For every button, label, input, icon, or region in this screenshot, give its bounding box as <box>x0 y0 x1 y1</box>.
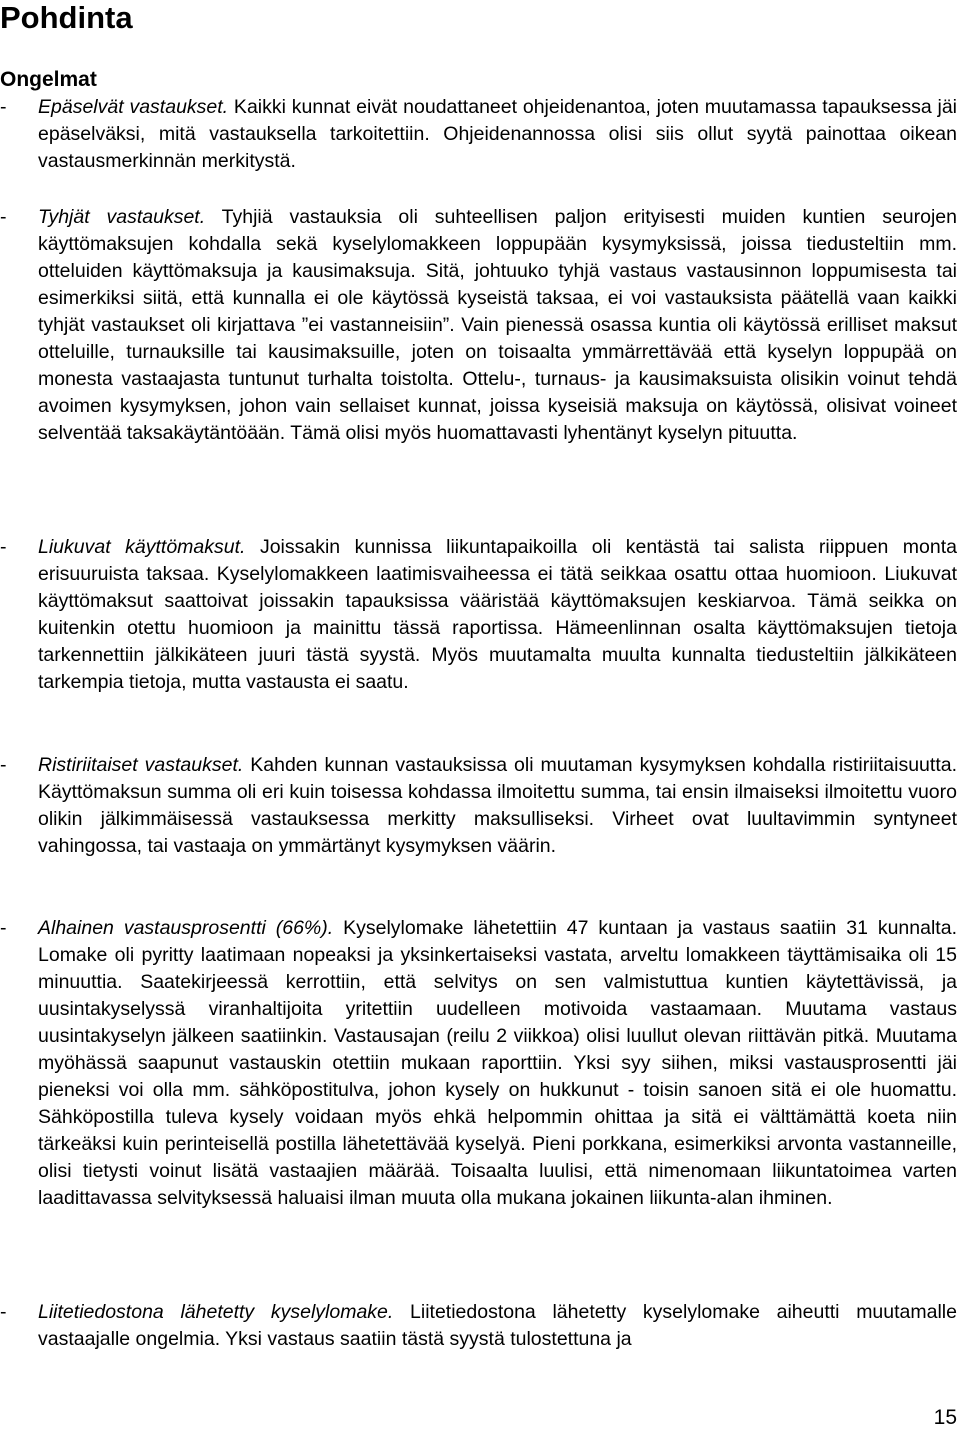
list-dash: - <box>0 206 7 228</box>
list-item-heading: Liukuvat käyttömaksut. <box>38 536 246 558</box>
list-item-ristiriitaiset <box>0 752 957 860</box>
list-dash: - <box>0 536 7 558</box>
list-dash: - <box>0 754 7 776</box>
list-item-text: Tyhjiä vastauksia oli suhteellisen paljon erityisesti muiden kuntien seurojen käyttömaksujen kohdalla sekä kyselylomakkeen loppupään kysymyksissä, joissa tiedusteltiin mm. otteluiden käyttömaksuja ja kausimaksuja. Sitä, johtuuko tyhjä vastaus vastausinnon loppumisesta tai esimerkiksi siitä, että kunnalla ei ole käytössä kyseistä taksaa, ei voi vastauksista päätellä vaan kaikki tyhjät vastaukset oli kirjattava ”ei vastanneisiin”. Vain pienessä osassa kuntia oli käytössä erilliset maksut otteluille, turnauksille tai kausimaksuille, joten on toisaalta ymmärrettävää että kyselyn loppupää on monesta vastaajasta tuntunut turhalta toistolta. Ottelu-, turnaus- ja kausimaksuista olisikin voinut tehdä avoimen kysymyksen, johon vain sellaiset kunnat, joissa kyseisiä maksuja on käytössä, olisivat voineet selventää taksakäytäntöään. Tämä olisi myös huomattavasti lyhentänyt kyselyn pituutta. <box>38 206 957 444</box>
list-item-body <box>38 1299 957 1353</box>
list-item-heading: Liitetiedostona lähetetty kyselylomake. <box>38 1301 394 1323</box>
list-item-text: Kahden kunnan vastauksissa oli muutaman kysymyksen kohdalla ristiriitaisuutta. Käyttömaksun summa oli eri kuin toisessa kohdassa ilmoitettu summa, tai ensin ilmaiseksi ilmoitettu vuoro olikin jälkimmäisessä vastauksessa merkitty maksulliseksi. Virheet ovat luultavimmin syntyneet vahingossa, tai vastaaja on ymmärtänyt kysymyksen väärin. <box>38 754 957 857</box>
list-item-text: Kaikki kunnat eivät noudattaneet ohjeidenantoa, joten muutamassa tapauksessa jäi epäselväksi, mitä vastauksella tarkoitettiin. Ohjeidenannossa olisi siis ollut syytä painottaa oikean vastausmerkinnän merkitystä. <box>38 96 958 172</box>
list-dash: - <box>0 1301 7 1323</box>
list-item-heading: Ristiriitaiset vastaukset. <box>38 754 244 776</box>
list-item-vastausprosentti <box>0 915 957 1212</box>
section-heading: Ongelmat <box>0 68 97 91</box>
page-number: 15 <box>933 1406 957 1429</box>
list-item-epaselvat <box>0 94 957 175</box>
list-dash: - <box>0 917 7 939</box>
list-dash: - <box>0 96 7 118</box>
list-item-heading: Epäselvät vastaukset. <box>38 96 229 118</box>
list-item-body <box>38 94 957 175</box>
list-item-heading: Tyhjät vastaukset. <box>38 206 206 228</box>
list-item-body <box>38 534 957 696</box>
list-item-body <box>38 915 957 1212</box>
list-item-heading: Alhainen vastausprosentti (66%). <box>38 917 334 939</box>
list-item-text: Joissakin kunnissa liikuntapaikoilla oli kentästä tai salista riippuen monta erisuuruista taksaa. Kyselylomakkeen laatimisvaiheessa ei tätä seikkaa osattu ottaa huomioon. Liukuvat käyttömaksut saattoivat joissakin tapauksissa vääristää käyttömaksujen keskiarvoa. Tämä seikka on kuitenkin otettu huomioon ja mainittu tässä raportissa. Hämeenlinnan osalta käyttömaksujen tietoja tarkennettiin jälkikäteen juuri tästä syystä. Myös muutamalta muulta kunnalta tiedusteltiin jälkikäteen tarkempia tietoja, mutta vastausta ei saatu. <box>38 536 957 693</box>
list-item-text: Kyselylomake lähetettiin 47 kuntaan ja vastaus saatiin 31 kunnalta. Lomake oli pyritty laatimaan nopeaksi ja yksinkertaiseksi vastata, arveltu lomakkeen täyttämisaika oli 15 minuuttia. Saatekirjeessä kerrottiin, että selvitys on sen valmistuttua kuntien käytettävissä, ja uusintakyselyssä viranhaltijoita yritettiin uudelleen motivoida vastaamaan. Muutama vastaus uusintakyselyn jälkeen saatiinkin. Vastausajan (reilu 2 viikkoa) olisi luullut olevan riittävän pitkä. Muutama myöhässä saapunut vastauskin otettiin mukaan raporttiin. Yksi syy siihen, miksi vastausprosentti jäi pieneksi voi olla mm. sähköpostitulva, johon kysely on hukkunut - toisin sanoen sitä ei ole huomattu. Sähköpostilla tuleva kysely voidaan myös ehkä helpommin ohittaa ja sitä ei välttämättä koeta niin tärkeäksi kuin perinteisellä postilla lähetettävää kyselyä. Pieni porkkana, esimerkiksi arvonta vastanneille, olisi tietysti voinut lisätä vastaajien määrää. Toisaalta luulisi, että nimenomaan liikuntatoimea varten laadittavassa selvityksessä haluaisi ilman muuta olla mukana jokainen liikunta-alan ihminen. <box>38 917 957 1209</box>
list-item-text: Liitetiedostona lähetetty kyselylomake aiheutti muutamalle vastaajalle ongelmia. Yksi vastaus saatiin tästä syystä tulostettuna ja <box>38 1301 957 1350</box>
list-item-body <box>38 204 957 447</box>
page-title: Pohdinta <box>0 0 133 35</box>
list-item-body <box>38 752 957 860</box>
list-item-liukuvat <box>0 534 957 696</box>
list-item-liitetiedosto <box>0 1299 957 1353</box>
list-item-tyhjat <box>0 204 957 447</box>
